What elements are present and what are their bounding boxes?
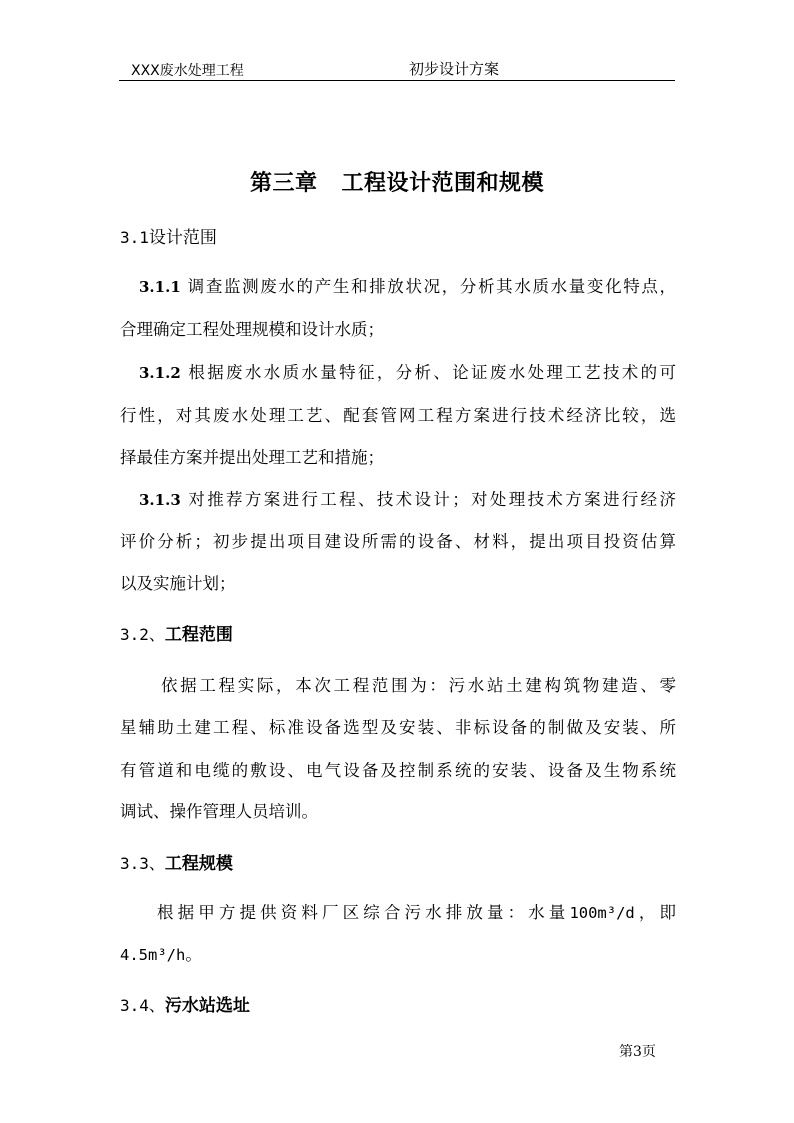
section-heading-3-4 xyxy=(120,991,250,1016)
item-3-1-2-line-1 xyxy=(139,359,676,383)
scale-line-2-tail: 。 xyxy=(185,945,202,964)
scope-line-4: 调试、操作管理人员培训。 xyxy=(120,802,318,821)
scope-line-2: 星辅助土建工程、标准设备选型及安装、非标设备的制做及安装、所 xyxy=(120,718,676,737)
header-document-type: 初步设计方案 xyxy=(409,60,500,78)
item-3-1-2-line-3: 择最佳方案并提出处理工艺和措施； xyxy=(120,448,384,467)
section-number: 3.4、 xyxy=(120,996,165,1015)
scope-line-1: 依据工程实际，本次工程范围为：污水站土建构筑物建造、零 xyxy=(161,676,676,695)
scale-text-tail: ，即 xyxy=(634,903,677,922)
item-text: 根据废水水质水量特征，分析、论证废水处理工艺技术的可 xyxy=(188,363,676,382)
section-title: 设计范围 xyxy=(148,228,217,248)
header-project-name: XXX废水处理工程 xyxy=(131,63,244,79)
flow-rate-hourly: 4.5m³/h xyxy=(120,946,186,964)
section-title: 污水站选址 xyxy=(164,996,250,1016)
item-text: 对推荐方案进行工程、技术设计；对处理技术方案进行经济 xyxy=(188,490,676,509)
scale-line-1 xyxy=(157,899,676,923)
section-title: 工程规模 xyxy=(164,854,233,874)
item-text: 调查监测废水的产生和排放状况，分析其水质水量变化特点， xyxy=(187,277,677,296)
chapter-title xyxy=(0,166,794,197)
item-3-1-1-line-2: 合理确定工程处理规模和设计水质； xyxy=(120,320,384,339)
section-number: 3.1 xyxy=(120,228,149,247)
item-3-1-3-line-2: 评价分析；初步提出项目建设所需的设备、材料，提出项目投资估算 xyxy=(120,532,676,551)
chapter-number: 第三章 xyxy=(249,171,318,196)
section-heading-3-3 xyxy=(120,849,233,874)
item-3-1-3-line-3: 以及实施计划； xyxy=(120,574,236,593)
section-number: 3.2、 xyxy=(120,625,165,644)
section-title: 工程范围 xyxy=(164,625,233,645)
chapter-name: 工程设计范围和规模 xyxy=(341,171,545,196)
item-3-1-3-line-1 xyxy=(139,486,676,510)
item-number: 3.1.3 xyxy=(139,491,181,509)
item-number: 3.1.1 xyxy=(139,278,181,296)
item-3-1-2-line-2: 行性，对其废水处理工艺、配套管网工程方案进行技术经济比较，选 xyxy=(120,406,676,425)
page-header xyxy=(119,56,675,81)
scope-line-3: 有管道和电缆的敷设、电气设备及控制系统的安装、设备及生物系统 xyxy=(120,761,676,780)
section-heading-3-2 xyxy=(120,620,233,645)
item-number: 3.1.2 xyxy=(139,364,181,382)
section-heading-3-1 xyxy=(120,223,217,248)
flow-rate-daily: 100m³/d xyxy=(569,904,635,922)
item-3-1-1-line-1 xyxy=(139,273,676,297)
page-number: 第3页 xyxy=(619,1044,656,1060)
scale-line-2 xyxy=(120,941,676,965)
section-number: 3.3、 xyxy=(120,854,165,873)
scale-text: 根据甲方提供资料厂区综合污水排放量：水量 xyxy=(157,903,570,922)
